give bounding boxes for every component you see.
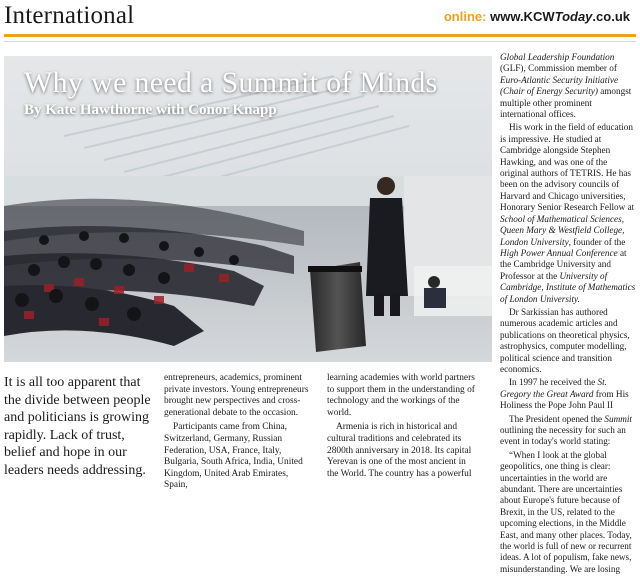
right-paragraph-5: The President opened the Summit outlining the necessity for such an event in today's world stating: (500, 413, 632, 447)
right-paragraph-4: In 1997 he received the St. Gregory the Great Award from His Holiness the Pope John Paul II (500, 377, 629, 411)
lead-paragraph: It is all too apparent that the divide between people and politicians is growing rapidly. Lack of trust, belief and hope in our leaders needs addressing. (4, 375, 151, 478)
right-column-text (500, 52, 636, 577)
article-byline: By Kate Hawthorne with Conor Knapp (24, 102, 277, 118)
right-paragraph-3: Dr Sarkissian has authored numerous academic articles and publications on theoretical physics, astrophysics, computer modelling, political science and transition economics. (500, 306, 630, 374)
col2-paragraph-1: entrepreneurs, academics, prominent private investors. Young entrepreneurs brought new perspectives and cross-generational debate to the occasion. (164, 373, 309, 418)
col3-paragraph-1: learning academies with world partners to support them in the understanding of technology and the workings of the world. (327, 373, 475, 418)
hero-photo (4, 56, 492, 362)
article-headline: Why we need a Summit of Minds (24, 66, 438, 99)
section-title: International (4, 2, 135, 29)
col3-paragraph-2: Armenia is rich in historical and cultural traditions and celebrated its 2800th anniversary in 2018. Its capital Yerevan is one of the most ancient in the World. The country has a powerful (327, 422, 472, 479)
right-paragraph-2: His work in the field of education is impressive. He studied at Cambridge alongside Stephen Hawking, and was one of the original authors of TETRIS. He has been on the advisory councils of Harvard and Chicago universities, Honorary Senior Research Fellow at School of Mathematical Sciences, Queen Mary & Westfield College, London University, founder of the High Power Annual Conference at the Cambridge University and Professor at the University of Cambridge, Institute of Mathematics of London University. (500, 122, 636, 304)
col2-paragraph-2: Participants came from China, Switzerland, Germany, Russian Federation, USA, France, Italy, Bulgaria, South Africa, India, United Kingdom, United Arab Emirates, Spain, (164, 422, 303, 491)
header-accent-rule (4, 34, 636, 37)
header-divider (4, 41, 636, 42)
online-label: online: (443, 9, 487, 24)
website-link[interactable]: www.KCWToday.co.uk (490, 9, 630, 24)
right-paragraph-6: “When I look at the global geopolitics, one thing is clear: uncertainties in the world are abundant. There are uncertainties about Europe's future because of Brexit, in the US, related to the upcoming elections, in the Middle East, and many other places. Today, the world is full of new or recurrent ideas. A lot of populism, fake news, misunderstanding. We are losing (500, 449, 632, 574)
website-line (444, 9, 630, 24)
body-column-3 (327, 373, 477, 483)
right-paragraph-1: Global Leadership Foundation (GLF), Commission member of Euro-Atlantic Security Initiative (Chair of Energy Security) amongst multiple other prominent international offices. (500, 52, 632, 120)
body-column-2 (164, 373, 314, 495)
